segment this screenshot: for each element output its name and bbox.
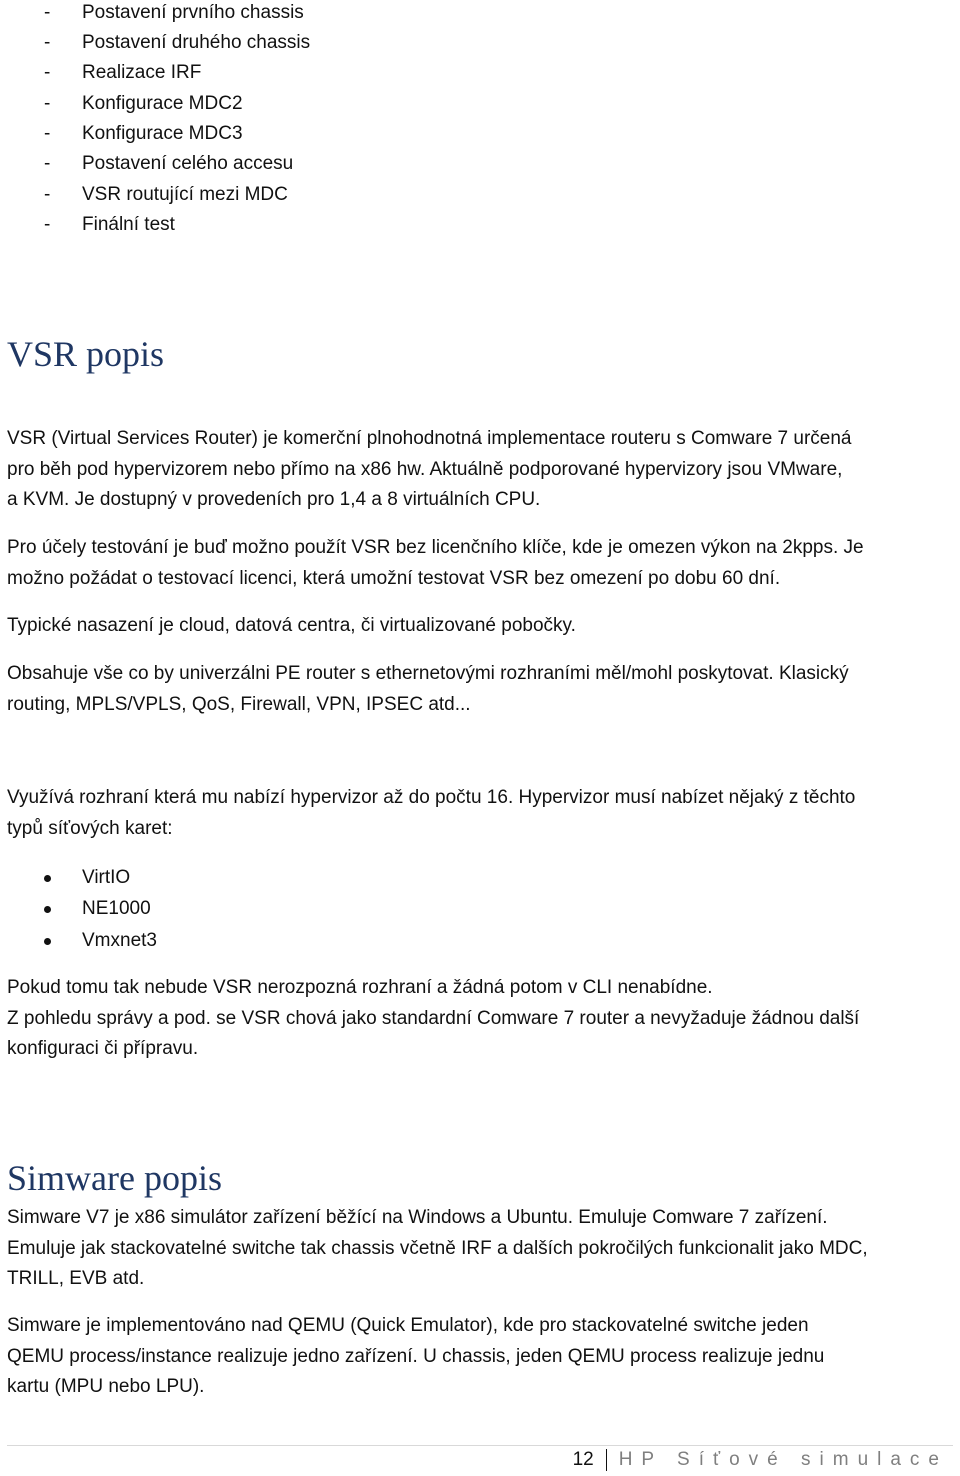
list-item-text: Konfigurace MDC2 [82,93,243,114]
list-item-text: Vmxnet3 [82,930,157,951]
text-line: možno požádat o testovací licenci, která umožní testovat VSR bez omezení po dobu 60 dní. [7,567,781,589]
list-marker: - [44,2,51,23]
text-line: Simware V7 je x86 simulátor zařízení běžící na Windows a Ubuntu. Emuluje Comware 7 zařízení. [7,1207,828,1228]
text-line: Pokud tomu tak nebude VSR nerozpozná rozhraní a žádná potom v CLI nenabídne. [7,977,713,998]
text-line: Emuluje jak stackovatelné switche tak chassis včetně IRF a dalších pokročilých funkcionalit jako MDC, [7,1237,868,1259]
vsr-compat-paragraph [7,973,859,1065]
text-line: routing, MPLS/VPLS, QoS, Firewall, VPN, IPSEC atd... [7,693,471,715]
list-item-text: NE1000 [82,898,151,919]
text-line: Využívá rozhraní která mu nabízí hypervizor až do počtu 16. Hypervizor musí nabízet nějaký z těchto [7,787,856,808]
list-marker: - [44,214,51,235]
text-line: TRILL, EVB atd. [7,1268,145,1289]
section-heading-simware: Simware popis [7,1158,222,1198]
bullet-icon [44,906,51,913]
vsr-interfaces-paragraph [7,783,855,844]
list-marker: - [44,123,51,144]
list-item-text: Postavení druhého chassis [82,32,311,53]
list-marker: - [44,153,51,174]
text-line: kartu (MPU nebo LPU). [7,1376,205,1397]
page-footer [573,1448,948,1472]
list-item-text: Postavení prvního chassis [82,2,304,23]
list-marker: - [44,184,51,205]
text-line: Simware je implementováno nad QEMU (Quick Emulator), kde pro stackovatelné switche jeden [7,1315,809,1336]
list-marker: - [44,32,51,53]
simware-intro-paragraph [7,1203,868,1295]
list-item-text: Konfigurace MDC3 [82,123,243,144]
list-marker: - [44,93,51,114]
footer-divider [7,1445,953,1446]
vsr-intro-paragraph [7,424,852,516]
list-item-text: VirtIO [82,867,131,888]
list-item-text: Postavení celého accesu [82,153,294,174]
section-heading-vsr: VSR popis [7,334,165,374]
list-item-text: Finální test [82,214,175,235]
list-item-text: Realizace IRF [82,62,202,83]
page-number: 12 [572,1449,594,1470]
simware-qemu-paragraph [7,1311,824,1403]
text-line: Z pohledu správy a pod. se VSR chová jako standardní Comware 7 router a nevyžaduje žádnou další [7,1007,860,1029]
list-item-text: VSR routující mezi MDC [82,184,288,205]
text-line: typů síťových karet: [7,817,173,839]
vsr-deployment-paragraph [7,611,576,642]
vsr-features-paragraph [7,659,849,720]
text-line: Obsahuje vše co by univerzálni PE router s ethernetovými rozhraními měl/mohl poskytovat. Klasický [7,663,849,684]
text-line: QEMU process/instance realizuje jedno zařízení. U chassis, jeden QEMU process realizuje jednu [7,1345,825,1367]
footer-separator [606,1449,607,1471]
vsr-licence-paragraph [7,533,864,594]
text-line: VSR (Virtual Services Router) je komerční plnohodnotná implementace routeru s Comware 7 určená [7,428,852,449]
bullet-icon [44,938,51,945]
text-line: pro běh pod hypervizorem nebo přímo na x86 hw. Aktuálně podporované hypervizory jsou VMware, [7,458,843,480]
footer-title: HP Síťové simulace [618,1449,948,1470]
text-line: konfiguraci či přípravu. [7,1038,199,1059]
bullet-icon [44,875,51,882]
text-line: Typické nasazení je cloud, datová centra, či virtualizované pobočky. [7,615,576,636]
list-marker: - [44,62,51,83]
text-line: Pro účely testování je buď možno použít VSR bez licenčního klíče, kde je omezen výkon na 2kpps. Je [7,537,864,558]
text-line: a KVM. Je dostupný v provedeních pro 1,4 a 8 virtuálních CPU. [7,489,541,510]
